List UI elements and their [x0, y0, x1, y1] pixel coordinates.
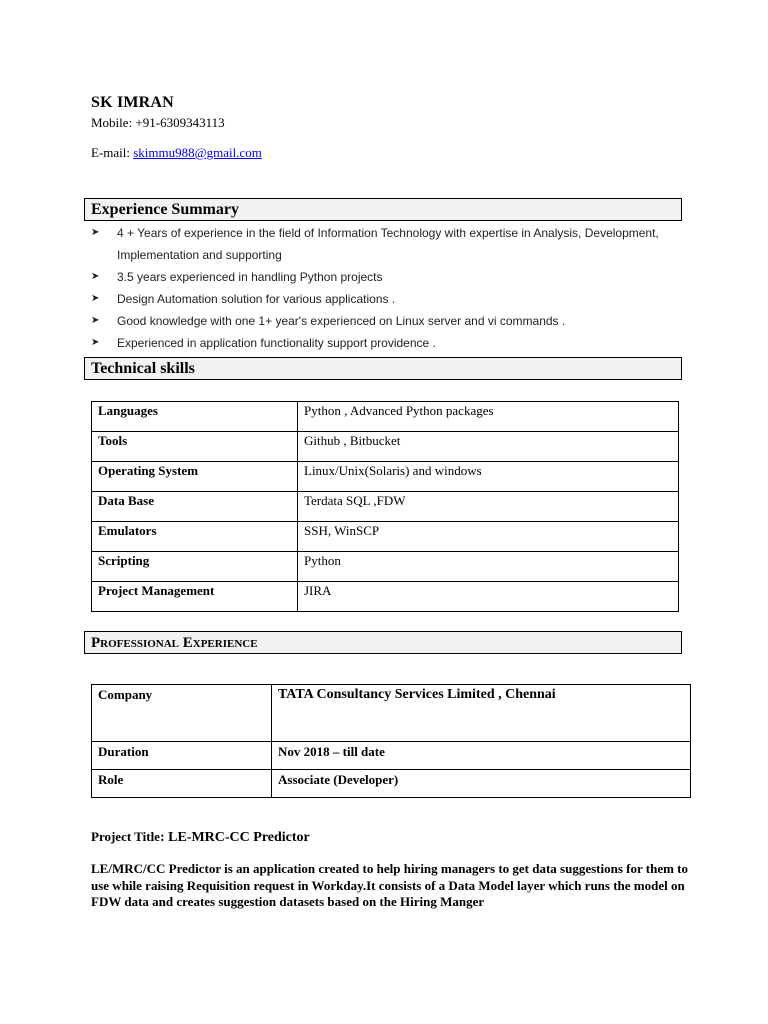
table-row	[92, 742, 691, 770]
table-row	[92, 432, 679, 462]
table-row	[92, 522, 679, 552]
table-row	[92, 552, 679, 582]
summary-item: ➤ Good knowledge with one 1+ year's experienced on Linux server and vi commands .	[91, 310, 691, 332]
arrow-bullet-icon: ➤	[91, 315, 100, 326]
table-row	[92, 685, 691, 742]
candidate-name: SK IMRAN	[91, 94, 174, 111]
project-title-value: : LE-MRC-CC Predictor	[159, 830, 310, 845]
summary-item: ➤ 3.5 years experienced in handling Python projects	[91, 266, 691, 288]
skill-value: Github , Bitbucket	[298, 432, 679, 462]
skills-table	[91, 401, 679, 612]
arrow-bullet-icon: ➤	[91, 271, 100, 282]
mobile-number: +91-6309343113	[135, 115, 225, 130]
skill-category: Emulators	[92, 522, 298, 552]
skill-category: Languages	[92, 402, 298, 432]
skill-category: Tools	[92, 432, 298, 462]
summary-item: ➤ Experienced in application functionality support providence .	[91, 332, 691, 354]
table-row	[92, 582, 679, 612]
email-link[interactable]: skimmu988@gmail.com	[133, 145, 262, 160]
project-description: LE/MRC/CC Predictor is an application created to help hiring managers to get data suggestions for them to use while raising Requisition request in Workday.It consists of a Data Model layer which runs the model on FDW data and creates suggestion datasets based on the Hiring Manger	[91, 861, 689, 909]
mobile-line	[91, 115, 225, 131]
experience-field: Duration	[92, 742, 272, 770]
skill-category: Operating System	[92, 462, 298, 492]
project-title	[91, 829, 310, 846]
table-row	[92, 492, 679, 522]
skill-value: Terdata SQL ,FDW	[298, 492, 679, 522]
arrow-bullet-icon: ➤	[91, 227, 100, 238]
skill-value: JIRA	[298, 582, 679, 612]
summary-item: ➤ Design Automation solution for various applications .	[91, 288, 691, 310]
experience-field: Role	[92, 770, 272, 798]
project-title-label: Project Title	[91, 829, 160, 844]
experience-field: Company	[92, 685, 272, 742]
skill-category: Scripting	[92, 552, 298, 582]
experience-value: Associate (Developer)	[272, 770, 691, 798]
mobile-label: Mobile:	[91, 115, 136, 130]
email-label: E-mail:	[91, 145, 134, 160]
experience-value: Nov 2018 – till date	[272, 742, 691, 770]
section-technical-skills: Technical skills	[84, 357, 682, 380]
section-experience-summary: Experience Summary	[84, 198, 682, 221]
table-row	[92, 770, 691, 798]
skill-value: Python , Advanced Python packages	[298, 402, 679, 432]
summary-list	[91, 222, 691, 354]
skill-category: Project Management	[92, 582, 298, 612]
skill-category: Data Base	[92, 492, 298, 522]
experience-table	[91, 684, 691, 798]
experience-value: TATA Consultancy Services Limited , Chennai	[272, 685, 691, 742]
skill-value: SSH, WinSCP	[298, 522, 679, 552]
table-row	[92, 462, 679, 492]
summary-item: ➤ 4 + Years of experience in the field of Information Technology with expertise in Analysis, Development, Implementation and supporting	[91, 222, 691, 266]
table-row	[92, 402, 679, 432]
email-line	[91, 145, 262, 161]
section-professional-experience: Professional Experience	[84, 631, 682, 654]
arrow-bullet-icon: ➤	[91, 337, 100, 348]
skill-value: Linux/Unix(Solaris) and windows	[298, 462, 679, 492]
skill-value: Python	[298, 552, 679, 582]
arrow-bullet-icon: ➤	[91, 293, 100, 304]
